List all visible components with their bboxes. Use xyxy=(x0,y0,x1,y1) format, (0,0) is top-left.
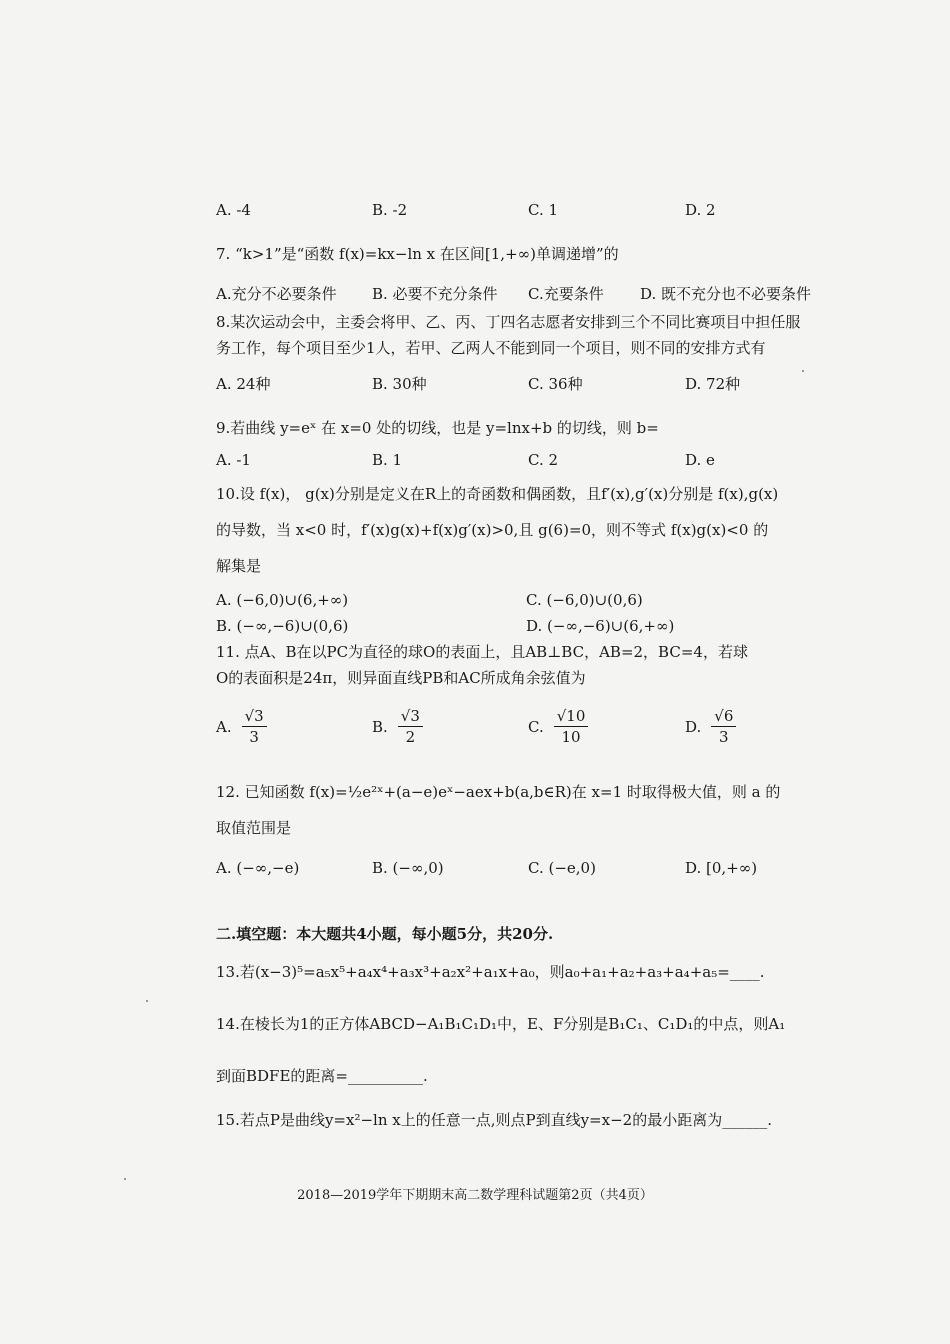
q8-option-c: C. 36种 xyxy=(528,375,583,393)
q14-stem-line1: 14.在棱长为1的正方体ABCD−A₁B₁C₁D₁中，E、F分别是B₁C₁、C₁D₁的中点，则A₁ xyxy=(216,1015,786,1033)
q11-stem-line1: 11. 点A、B在以PC为直径的球O的表面上，且AB⊥BC，AB=2，BC=4，若球 xyxy=(216,643,748,661)
q9-option-d: D. e xyxy=(685,451,715,469)
q11-option-a-fraction xyxy=(242,706,267,747)
q11-option-d xyxy=(685,706,736,747)
scan-speck xyxy=(124,1178,126,1180)
q8-option-b: B. 30种 xyxy=(372,375,427,393)
q11-option-b-denominator: 2 xyxy=(405,728,416,746)
q7-option-c: C.充要条件 xyxy=(528,285,604,303)
q10-stem-line1: 10.设 f(x)， g(x)分别是定义在R上的奇函数和偶函数，且f′(x),g′(x)分别是 f(x),g(x) xyxy=(216,485,779,503)
q10-option-a: A. (−6,0)∪(6,+∞) xyxy=(216,591,349,609)
q11-option-c-label: C. xyxy=(528,717,544,736)
q11-option-d-denominator: 3 xyxy=(719,728,729,746)
q15-stem: 15.若点P是曲线y=x²−ln x上的任意一点,则点P到直线y=x−2的最小距离为______. xyxy=(216,1111,772,1129)
q6-option-d: D. 2 xyxy=(685,201,716,219)
q7-option-d: D. 既不充分也不必要条件 xyxy=(640,285,812,303)
q11-option-d-numerator: √6 xyxy=(711,706,736,727)
q13-stem: 13.若(x−3)⁵=a₅x⁵+a₄x⁴+a₃x³+a₂x²+a₁x+a₀，则a₀+a₁+a₂+a₃+a₄+a₅=____. xyxy=(216,963,765,981)
q10-option-b: B. (−∞,−6)∪(0,6) xyxy=(216,617,349,635)
q11-option-c-numerator: √10 xyxy=(554,706,589,727)
q12-option-d: D. [0,+∞) xyxy=(685,859,758,877)
q11-option-c xyxy=(528,706,588,747)
q12-option-a: A. (−∞,−e) xyxy=(216,859,300,877)
q14-stem-line2: 到面BDFE的距离=__________. xyxy=(216,1067,428,1085)
q11-option-c-fraction xyxy=(554,706,589,747)
scan-speck xyxy=(802,370,804,372)
q9-option-b: B. 1 xyxy=(372,451,403,469)
q11-option-a-numerator: √3 xyxy=(242,706,267,727)
q11-option-b xyxy=(372,706,423,747)
q12-option-b: B. (−∞,0) xyxy=(372,859,444,877)
q10-stem-line2: 的导数，当 x<0 时，f′(x)g(x)+f(x)g′(x)>0,且 g(6)=0，则不等式 f(x)g(x)<0 的 xyxy=(216,521,769,539)
q11-option-b-fraction xyxy=(398,706,423,747)
q9-option-c: C. 2 xyxy=(528,451,559,469)
q11-option-a xyxy=(216,706,267,747)
q12-stem-line1: 12. 已知函数 f(x)=½e²ˣ+(a−e)eˣ−aex+b(a,b∈R)在 x=1 时取得极大值，则 a 的 xyxy=(216,783,781,801)
q6-option-b: B. -2 xyxy=(372,201,408,219)
q8-stem-line1: 8.某次运动会中，主委会将甲、乙、丙、丁四名志愿者安排到三个不同比赛项目中担任服 xyxy=(216,313,801,331)
q6-option-c: C. 1 xyxy=(528,201,559,219)
q11-option-d-fraction xyxy=(711,706,736,747)
scan-speck xyxy=(146,1000,148,1002)
q11-option-d-label: D. xyxy=(685,717,702,736)
q10-option-d: D. (−∞,−6)∪(6,+∞) xyxy=(526,617,675,635)
q11-option-b-numerator: √3 xyxy=(398,706,423,727)
q8-option-d: D. 72种 xyxy=(685,375,741,393)
q12-option-c: C. (−e,0) xyxy=(528,859,596,877)
q7-stem: 7. “k>1”是“函数 f(x)=kx−ln x 在区间[1,+∞)单调递增”的 xyxy=(216,245,619,263)
q9-stem: 9.若曲线 y=eˣ 在 x=0 处的切线，也是 y=lnx+b 的切线，则 b= xyxy=(216,419,659,437)
q10-stem-line3: 解集是 xyxy=(216,557,262,575)
q11-stem-line2: O的表面积是24π，则异面直线PB和AC所成角余弦值为 xyxy=(216,669,586,687)
q7-option-b: B. 必要不充分条件 xyxy=(372,285,498,303)
q9-option-a: A. -1 xyxy=(216,451,251,469)
section-fill-in-heading: 二.填空题：本大题共4小题，每小题5分，共20分. xyxy=(216,925,554,943)
q7-option-a: A.充分不必要条件 xyxy=(216,285,337,303)
q10-option-c: C. (−6,0)∪(0,6) xyxy=(526,591,643,609)
q8-stem-line2: 务工作，每个项目至少1人，若甲、乙两人不能到同一个项目，则不同的安排方式有 xyxy=(216,339,766,357)
q8-option-a: A. 24种 xyxy=(216,375,271,393)
q11-option-c-denominator: 10 xyxy=(561,728,581,746)
q12-stem-line2: 取值范围是 xyxy=(216,819,292,837)
q11-option-a-denominator: 3 xyxy=(249,728,259,746)
q11-option-a-label: A. xyxy=(216,717,232,736)
page-footer: 2018—2019学年下期期末高二数学理科试题第2页（共4页） xyxy=(297,1188,653,1203)
q11-option-b-label: B. xyxy=(372,717,388,736)
q6-option-a: A. -4 xyxy=(216,201,251,219)
